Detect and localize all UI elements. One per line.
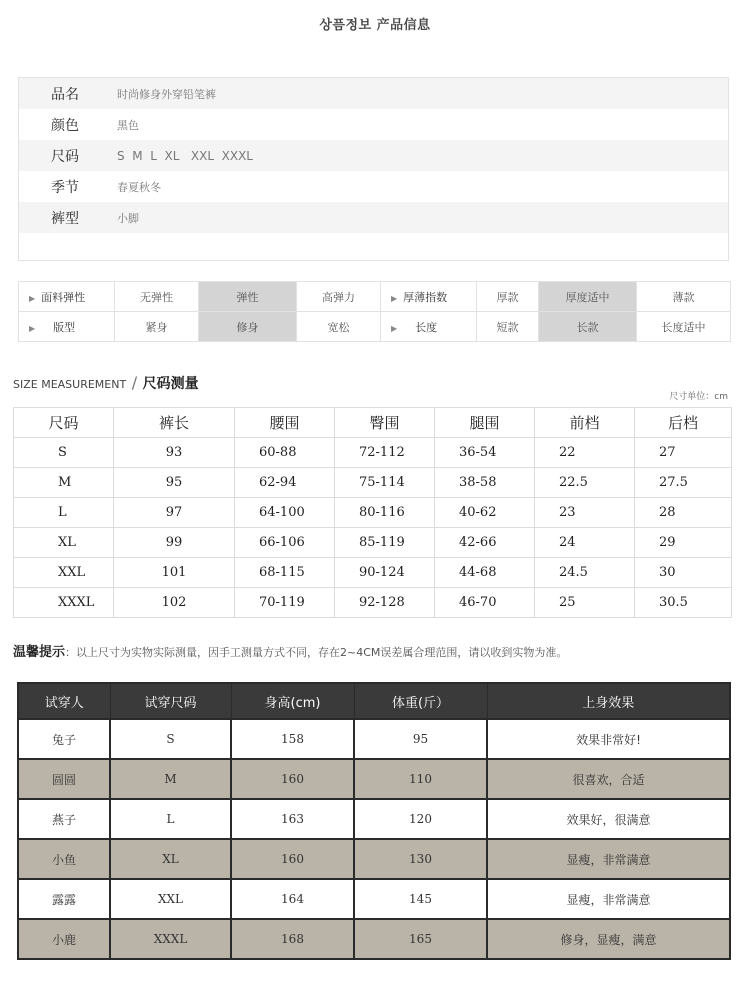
triangle-right-icon: ▶ (391, 323, 398, 333)
fitting-column-header: 体重(斤） (354, 683, 487, 719)
attribute-option: 短款 (477, 312, 539, 342)
table-cell: L (110, 799, 231, 839)
attribute-table (18, 281, 731, 342)
attribute-head: ▶ 面料弹性 (19, 282, 115, 312)
fitting-header-row (18, 683, 730, 719)
table-row (14, 528, 732, 558)
attribute-option: 薄款 (637, 282, 731, 312)
table-cell: 110 (354, 759, 487, 799)
table-cell: 160 (231, 839, 354, 879)
table-cell: XXXL (14, 588, 114, 618)
table-cell: 80-116 (335, 498, 435, 528)
page-title: 상픔정보 产品信息 (319, 18, 431, 33)
info-label: 季节 (51, 179, 79, 196)
table-cell: 90-124 (335, 558, 435, 588)
table-cell: 130 (354, 839, 487, 879)
table-cell: M (110, 759, 231, 799)
attribute-option-selected: 厚度适中 (539, 282, 637, 312)
info-label: 颜色 (51, 117, 79, 134)
info-label: 尺码 (51, 148, 79, 165)
table-row (14, 438, 732, 468)
size-column-header: 腰围 (235, 408, 335, 438)
warm-tips: 温馨提示：以上尺寸为实物实际测量，因手工测量方式不同，存在2~4CM误差属合理范围，请以收到实物为准。 (13, 645, 568, 660)
table-cell: 70-119 (235, 588, 335, 618)
table-cell: 效果好，很满意 (487, 799, 730, 839)
unit-note: 尺寸单位：cm (669, 392, 728, 402)
table-cell: 95 (354, 719, 487, 759)
size-column-header: 臀围 (335, 408, 435, 438)
table-cell: 66-106 (235, 528, 335, 558)
table-cell: 158 (231, 719, 354, 759)
table-cell: 24 (535, 528, 635, 558)
attribute-option: 高弹力 (297, 282, 381, 312)
triangle-right-icon: ▶ (391, 293, 398, 303)
table-cell: 27.5 (635, 468, 732, 498)
table-cell: 93 (114, 438, 235, 468)
info-row-fit (19, 202, 728, 233)
table-cell: 29 (635, 528, 732, 558)
table-cell: XXXL (110, 919, 231, 959)
table-cell: 效果非常好! (487, 719, 730, 759)
info-value: 春夏秋冬 (117, 180, 161, 194)
table-row (14, 588, 732, 618)
size-measure-heading: SIZE MEASUREMENT / 尺码测量 (13, 373, 199, 392)
info-value: S M L XL XXL XXXL (117, 148, 253, 163)
size-column-header: 前档 (535, 408, 635, 438)
table-cell: 30.5 (635, 588, 732, 618)
table-cell: 圆圆 (18, 759, 110, 799)
info-row-color (19, 109, 728, 140)
table-cell: 40-62 (435, 498, 535, 528)
info-label: 品名 (51, 86, 79, 103)
fitting-column-header: 试穿尺码 (110, 683, 231, 719)
table-cell: 145 (354, 879, 487, 919)
attribute-option: 厚款 (477, 282, 539, 312)
attribute-head: ▶ 厚薄指数 (381, 282, 477, 312)
info-row-season (19, 171, 728, 202)
attribute-option-selected: 长款 (539, 312, 637, 342)
table-cell: 68-115 (235, 558, 335, 588)
info-label: 裤型 (51, 210, 79, 227)
table-cell: 22 (535, 438, 635, 468)
table-cell: 燕子 (18, 799, 110, 839)
info-row-name (19, 78, 728, 109)
table-cell: 22.5 (535, 468, 635, 498)
table-cell: 38-58 (435, 468, 535, 498)
table-cell: 60-88 (235, 438, 335, 468)
size-column-header: 后档 (635, 408, 732, 438)
triangle-right-icon: ▶ (29, 323, 36, 333)
table-cell: 兔子 (18, 719, 110, 759)
size-column-header: 腿围 (435, 408, 535, 438)
table-cell: 120 (354, 799, 487, 839)
table-row (14, 558, 732, 588)
attribute-row (19, 282, 731, 312)
size-header-row (14, 408, 732, 438)
attribute-option-selected: 修身 (199, 312, 297, 342)
table-row (14, 498, 732, 528)
table-cell: 85-119 (335, 528, 435, 558)
table-cell: 很喜欢，合适 (487, 759, 730, 799)
table-cell: 75-114 (335, 468, 435, 498)
table-cell: 46-70 (435, 588, 535, 618)
table-cell: 42-66 (435, 528, 535, 558)
size-measure-table (13, 407, 732, 618)
table-cell: 99 (114, 528, 235, 558)
table-cell: 92-128 (335, 588, 435, 618)
table-row (18, 919, 730, 959)
attribute-option: 长度适中 (637, 312, 731, 342)
table-cell: 102 (114, 588, 235, 618)
attribute-row (19, 312, 731, 342)
fitting-column-header: 上身效果 (487, 683, 730, 719)
size-table-body (14, 438, 732, 618)
fitting-column-header: 试穿人 (18, 683, 110, 719)
info-value: 黑色 (117, 118, 139, 132)
attribute-option: 无弹性 (115, 282, 199, 312)
table-cell: 24.5 (535, 558, 635, 588)
info-value: 时尚修身外穿铅笔裤 (117, 87, 216, 101)
attribute-head: ▶ 长度 (381, 312, 477, 342)
attribute-option-selected: 弹性 (199, 282, 297, 312)
table-cell: M (14, 468, 114, 498)
table-cell: 168 (231, 919, 354, 959)
table-cell: 小鱼 (18, 839, 110, 879)
table-row (18, 799, 730, 839)
fitting-table (17, 682, 731, 960)
table-cell: 显瘦，非常满意 (487, 839, 730, 879)
attribute-option: 紧身 (115, 312, 199, 342)
fitting-column-header: 身高(cm) (231, 683, 354, 719)
table-cell: 27 (635, 438, 732, 468)
table-cell: 露露 (18, 879, 110, 919)
table-row (18, 759, 730, 799)
table-row (18, 719, 730, 759)
table-cell: 36-54 (435, 438, 535, 468)
table-cell: 修身，显瘦，满意 (487, 919, 730, 959)
size-column-header: 尺码 (14, 408, 114, 438)
attribute-option: 宽松 (297, 312, 381, 342)
table-cell: 64-100 (235, 498, 335, 528)
table-cell: 62-94 (235, 468, 335, 498)
table-cell: 72-112 (335, 438, 435, 468)
table-cell: S (110, 719, 231, 759)
table-cell: 25 (535, 588, 635, 618)
table-cell: L (14, 498, 114, 528)
table-cell: 97 (114, 498, 235, 528)
table-cell: 95 (114, 468, 235, 498)
table-cell: 小鹿 (18, 919, 110, 959)
table-cell: XXL (110, 879, 231, 919)
triangle-right-icon: ▶ (29, 293, 36, 303)
table-cell: 44-68 (435, 558, 535, 588)
table-cell: XXL (14, 558, 114, 588)
table-cell: S (14, 438, 114, 468)
table-cell: 30 (635, 558, 732, 588)
attribute-head: ▶ 版型 (19, 312, 115, 342)
table-row (18, 879, 730, 919)
table-cell: 28 (635, 498, 732, 528)
table-cell: XL (14, 528, 114, 558)
table-row (18, 839, 730, 879)
info-row-size (19, 140, 728, 171)
fitting-table-body (18, 719, 730, 959)
table-cell: 160 (231, 759, 354, 799)
table-cell: 23 (535, 498, 635, 528)
table-cell: XL (110, 839, 231, 879)
product-info-box (18, 77, 729, 261)
size-column-header: 裤长 (114, 408, 235, 438)
table-cell: 101 (114, 558, 235, 588)
table-cell: 165 (354, 919, 487, 959)
info-value: 小脚 (117, 211, 139, 225)
table-cell: 显瘦，非常满意 (487, 879, 730, 919)
table-row (14, 468, 732, 498)
table-cell: 163 (231, 799, 354, 839)
table-cell: 164 (231, 879, 354, 919)
